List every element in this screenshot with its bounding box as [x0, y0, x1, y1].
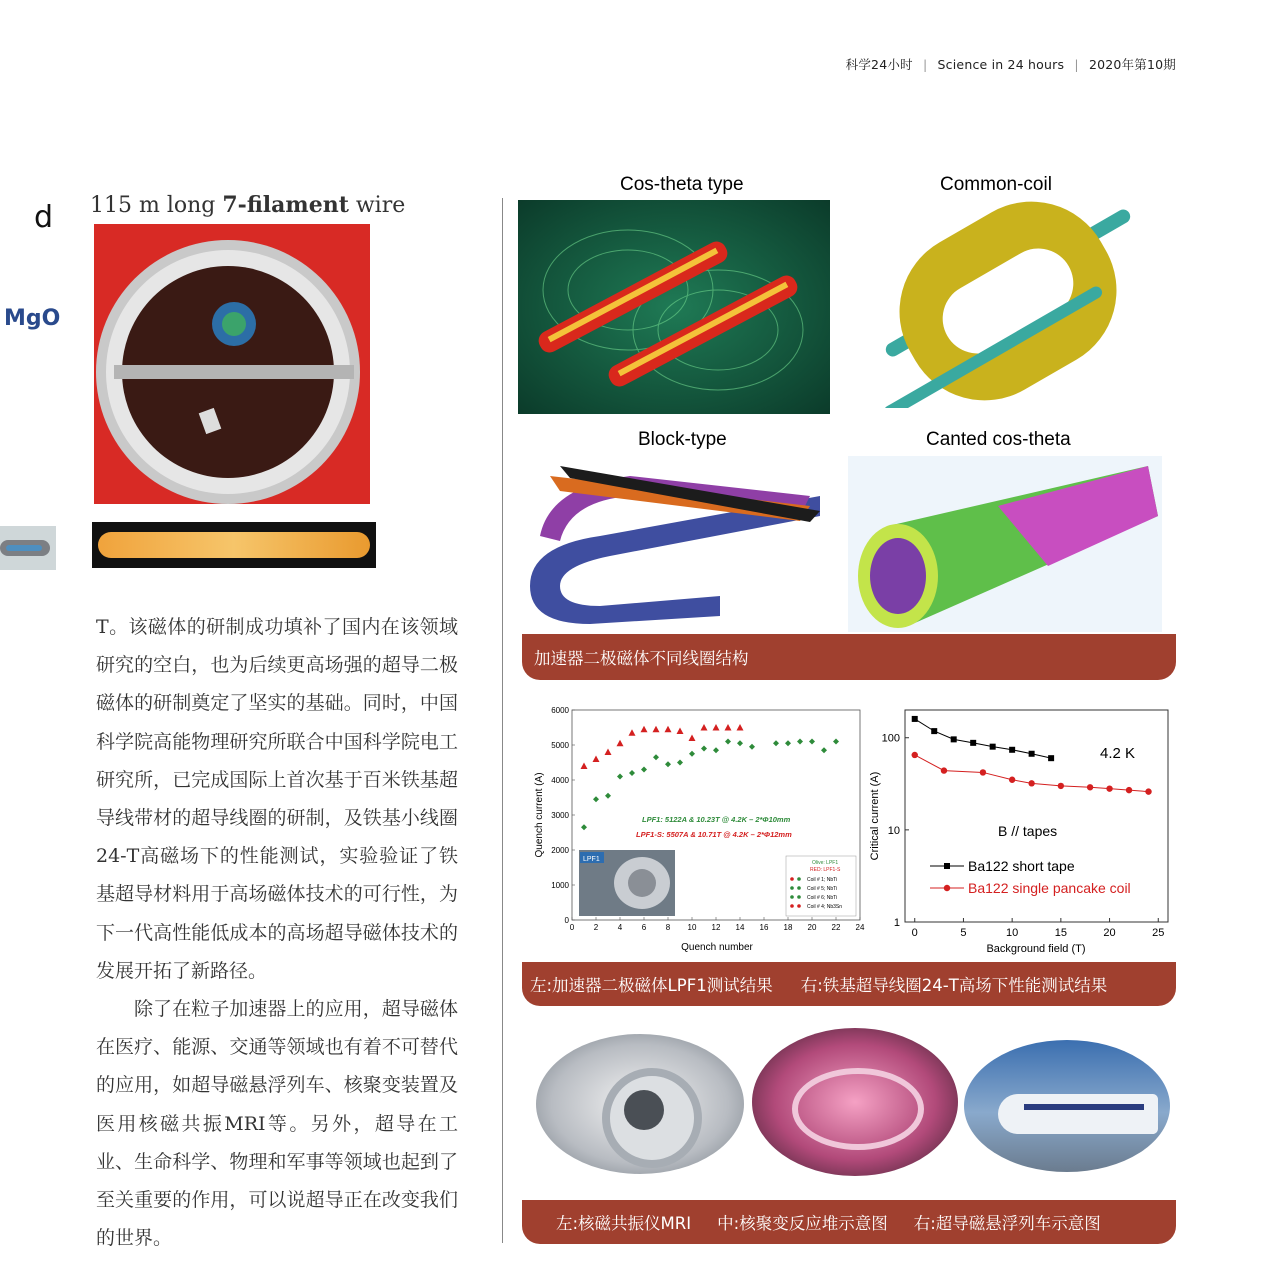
canted-cos-theta-coil-image [848, 456, 1162, 632]
x-tick-label: 4 [617, 923, 623, 932]
common-coil-image [858, 196, 1158, 408]
y-tick-label: 5000 [551, 741, 569, 750]
y-tick-label: 1 [893, 917, 900, 929]
quench-y-label: Quench current (A) [534, 772, 545, 858]
quench-chart-svg [522, 700, 872, 958]
wire-photo-title: 115 m long 7-filament wire [90, 192, 406, 218]
x-tick-label: 6 [641, 923, 647, 932]
pancake-coil-point [1126, 787, 1132, 793]
x-tick-label: 0 [911, 927, 918, 939]
field-orientation-annotation: B // tapes [998, 823, 1058, 839]
x-tick-label: 20 [1103, 927, 1116, 939]
short-tape-point [1009, 747, 1015, 753]
x-tick-label: 15 [1054, 927, 1067, 939]
coil-title-common-coil: Common-coil [940, 174, 1052, 195]
article-body [96, 608, 458, 1257]
legend-marker [790, 877, 794, 881]
column-divider [502, 198, 503, 1243]
short-tape-point [970, 740, 976, 746]
x-tick-label: 12 [711, 923, 721, 932]
coil-title-cos-theta: Cos-theta type [620, 174, 744, 195]
chart-figure-caption: 左:加速器二极磁体LPF1测试结果 右:铁基超导线圈24-T高场下性能测试结果 [522, 962, 1176, 1006]
pancake-coil-point [912, 752, 918, 758]
x-tick-label: 22 [831, 923, 841, 932]
short-tape-point [912, 716, 918, 722]
critical-current-chart-svg [864, 704, 1176, 958]
paragraph: T。该磁体的研制成功填补了国内在该领域研究的空白，也为后续更高场强的超导二极磁体的研制奠定了坚实的基础。同时，中国科学院高能物理研究所联合中国科学院电工研究所，已完成国际上首次基于百米铁基超导线带材的超导线圈的研制，及铁基小线圈24-T高磁场下的性能测试，实验验证了铁基超导材料用于高场磁体技术的可行性，为下一代高性能低成本的高场超导磁体技术的发展开拓了新路径。 [96, 616, 458, 982]
quench-x-label: Quench number [681, 942, 753, 953]
pancake-coil-point [980, 769, 986, 775]
wire-spool-photo [94, 224, 370, 504]
y-tick-label: 4000 [551, 776, 569, 785]
mri-photo [536, 1034, 744, 1174]
temperature-annotation: 4.2 K [1100, 745, 1136, 762]
short-tape-point [990, 744, 996, 750]
legend-marker [790, 895, 794, 899]
legend-entry: Coil # 6; NbTi [807, 895, 838, 901]
application-photo-caption: 左:核磁共振仪MRI 中:核聚变反应堆示意图 右:超导磁悬浮列车示意图 [522, 1200, 1176, 1244]
short-tape-point [1029, 751, 1035, 757]
legend-entry: Coil # 5; NbTi [807, 886, 838, 892]
short-tape-point [951, 736, 957, 742]
pancake-coil-point [1028, 780, 1034, 786]
block-type-coil-image [520, 456, 832, 626]
y-tick-label: 3000 [551, 811, 569, 820]
critical-current-chart [864, 704, 1176, 958]
legend-marker [790, 886, 794, 890]
cc-y-label: Critical current (A) [869, 771, 881, 861]
short-tape-point [1048, 755, 1054, 761]
pancake-coil-point [1106, 785, 1112, 791]
legend-marker [790, 904, 794, 908]
quench-chart [522, 700, 872, 958]
lpf1s-annotation: LPF1-S: 5507A & 10.71T @ 4.2K – 2*Φ12mm [636, 830, 792, 839]
pancake-coil-point [941, 767, 947, 773]
short-tape-point [931, 728, 937, 734]
x-tick-label: 10 [687, 923, 697, 932]
wire-cross-section-micrograph [92, 522, 376, 568]
running-header [846, 55, 1176, 73]
paragraph: 除了在粒子加速器上的应用，超导磁体在医疗、能源、交通等领域也有着不可替代的应用，如超导磁悬浮列车、核聚变装置及医用核磁共振MRI等。另外，超导在工业、生命科学、物理和军事等领域也起到了至关重要的作用，可以说超导正在改变我们的世界。 [96, 998, 458, 1250]
maglev-train-photo [964, 1040, 1170, 1172]
y-tick-label: 100 [881, 732, 900, 745]
x-tick-label: 10 [1006, 927, 1019, 939]
x-tick-label: 5 [960, 927, 967, 939]
legend-header: RED: LPF1-S [810, 867, 841, 873]
magazine-name: 科学24小时 [845, 57, 913, 72]
legend-header: Olive: LPF1 [812, 860, 839, 866]
legend-marker [797, 904, 801, 908]
x-tick-label: 16 [759, 923, 769, 932]
legend-entry: Coil # 4; Nb3Sn [807, 904, 843, 910]
coil-figure-caption: 加速器二极磁体不同线圈结构 [522, 634, 1176, 680]
coil-title-canted: Canted cos-theta [926, 429, 1071, 450]
cc-x-label: Background field (T) [986, 943, 1086, 955]
x-tick-label: 0 [569, 923, 575, 932]
magazine-english-name: Science in 24 hours [937, 57, 1065, 72]
x-tick-label: 25 [1152, 927, 1165, 939]
legend-marker [944, 863, 950, 869]
legend-marker [944, 885, 950, 891]
x-tick-label: 14 [735, 923, 745, 932]
legend-marker [797, 886, 801, 890]
lpf1-annotation: LPF1: 5122A & 10.23T @ 4.2K – 2*Φ10mm [642, 815, 791, 824]
legend-marker [797, 895, 801, 899]
inset-label: LPF1 [583, 856, 600, 863]
fusion-reactor-photo [752, 1028, 958, 1176]
panel-letter: d [34, 200, 54, 235]
pancake-coil-point [1145, 788, 1151, 794]
header-separator: | [1074, 57, 1079, 72]
y-tick-label: 1000 [551, 881, 569, 890]
x-tick-label: 24 [855, 923, 865, 932]
y-tick-label: 2000 [551, 846, 569, 855]
pancake-coil-point [1087, 784, 1093, 790]
cos-theta-coil-image [518, 200, 830, 414]
issue-number: 2020年第10期 [1088, 57, 1176, 72]
pancake-coil-point [1058, 783, 1064, 789]
y-tick-label: 0 [564, 916, 569, 925]
legend-entry: Ba122 short tape [968, 858, 1075, 874]
wire-cross-section-image [0, 526, 56, 570]
x-tick-label: 8 [665, 923, 671, 932]
header-separator: | [922, 57, 928, 72]
x-tick-label: 18 [783, 923, 793, 932]
pancake-coil-point [1009, 777, 1015, 783]
y-tick-label: 10 [887, 824, 900, 837]
coil-title-block-type: Block-type [638, 429, 727, 450]
legend-marker [797, 877, 801, 881]
legend-entry: Coil # 1; NbTi [807, 877, 838, 883]
mgo-label: MgO [4, 306, 61, 331]
x-tick-label: 2 [593, 923, 599, 932]
y-tick-label: 6000 [551, 706, 569, 715]
x-tick-label: 20 [807, 923, 817, 932]
legend-entry: Ba122 single pancake coil [968, 880, 1131, 896]
